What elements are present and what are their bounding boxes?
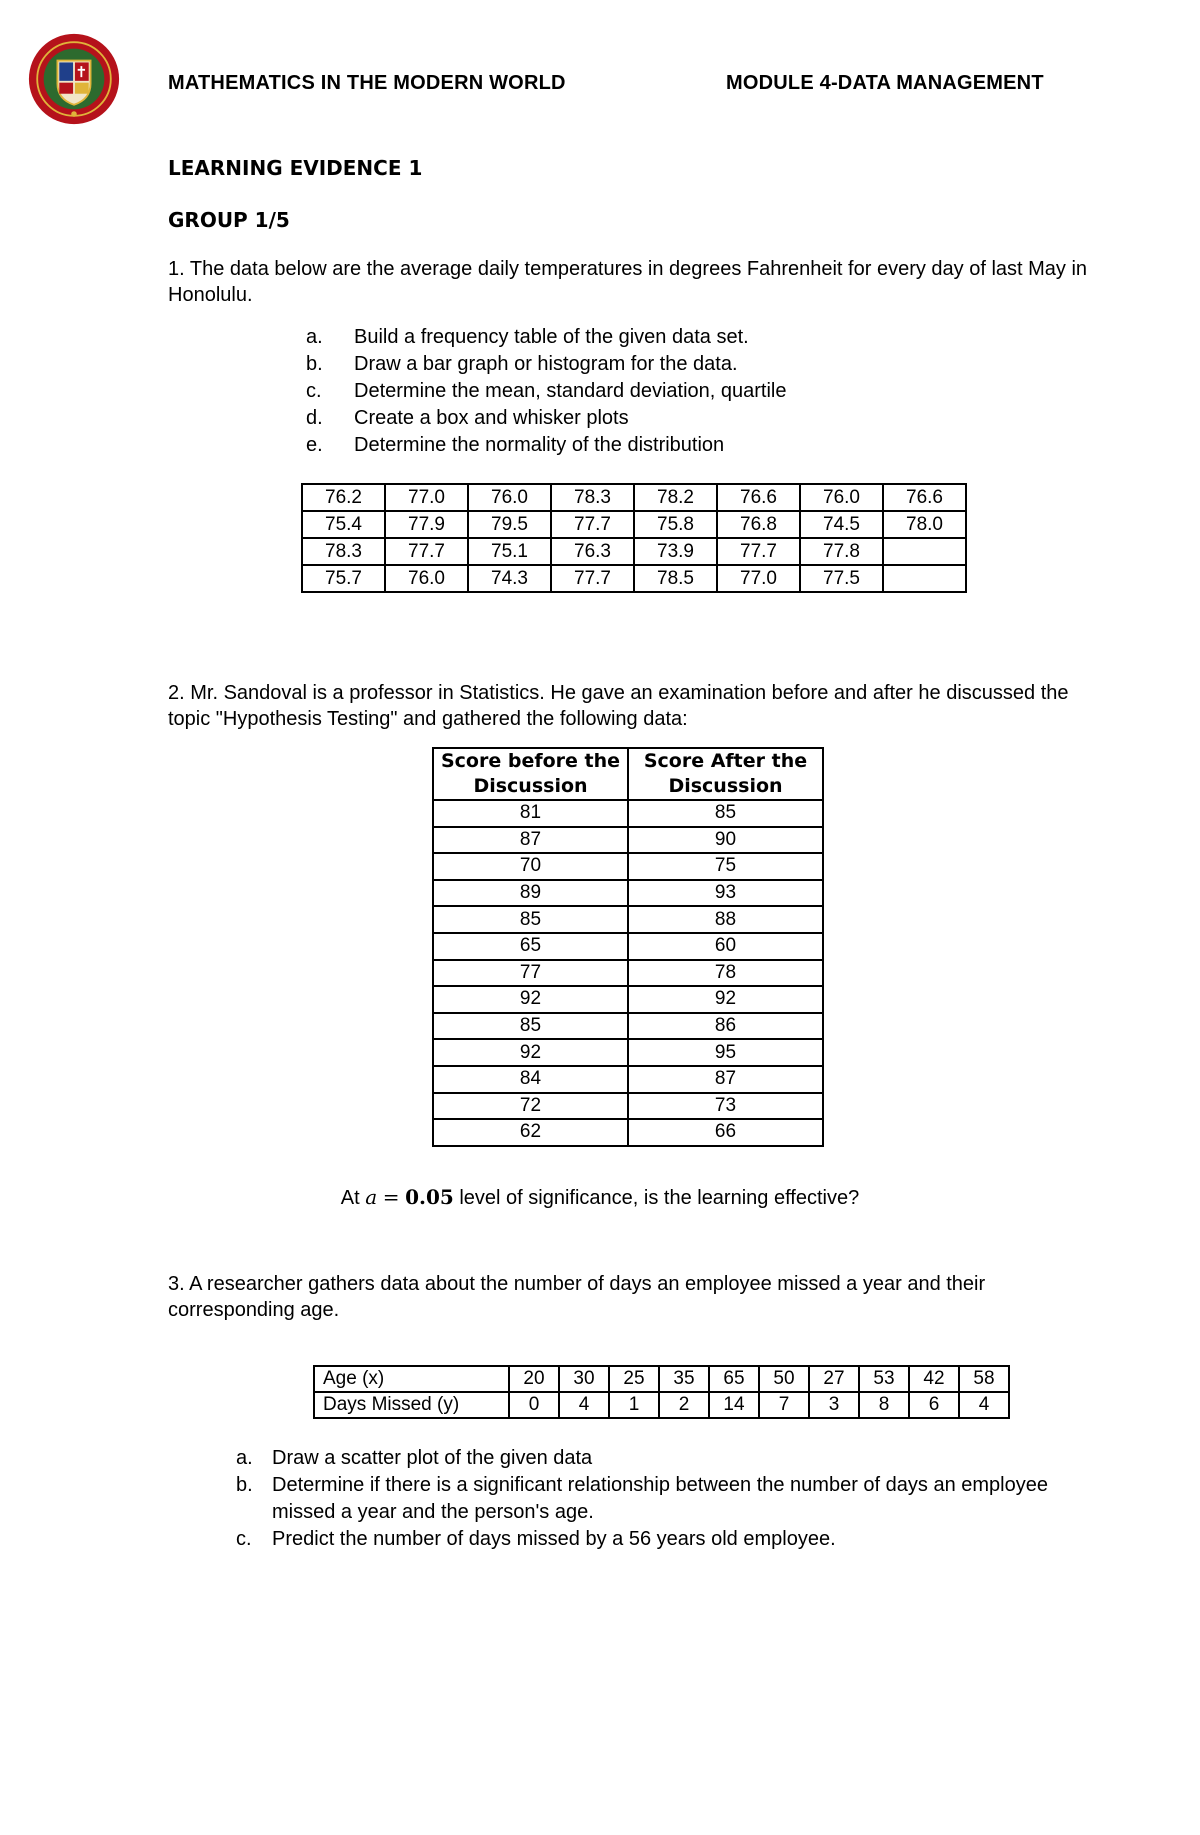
table-cell: 6: [909, 1392, 959, 1418]
table-cell: 75.4: [302, 511, 385, 538]
table-header-row: [433, 748, 823, 800]
table-row: [433, 906, 823, 933]
table-row: [433, 986, 823, 1013]
header-module-title: MODULE 4-DATA MANAGEMENT: [726, 72, 1044, 94]
table-cell: 77.7: [551, 511, 634, 538]
table-cell: 81: [433, 800, 628, 827]
table-row: [433, 853, 823, 880]
list-marker: b.: [306, 353, 323, 375]
list-item: [306, 405, 786, 432]
table-cell: 14: [709, 1392, 759, 1418]
table-cell: [883, 538, 966, 565]
list-marker: a.: [306, 326, 323, 348]
table-cell: 78.5: [634, 565, 717, 592]
table-row: [433, 1039, 823, 1066]
table-cell: 78.3: [302, 538, 385, 565]
table-cell: 76.8: [717, 511, 800, 538]
table-cell: 66: [628, 1119, 823, 1146]
column-header-before: Score before the Discussion: [433, 748, 628, 800]
table-cell: 75: [628, 853, 823, 880]
table-cell: 77.7: [385, 538, 468, 565]
table-cell: 73.9: [634, 538, 717, 565]
table-cell: 77.0: [717, 565, 800, 592]
age-days-table: [313, 1365, 1010, 1419]
question-1-task-list: [306, 324, 786, 459]
table-cell: 76.2: [302, 484, 385, 511]
table-cell: 77: [433, 960, 628, 987]
table-cell: 76.0: [468, 484, 551, 511]
list-item: [306, 324, 786, 351]
table-cell: 85: [433, 906, 628, 933]
table-cell: 92: [628, 986, 823, 1013]
table-cell: 70: [433, 853, 628, 880]
table-cell: 7: [759, 1392, 809, 1418]
list-item-text: Build a frequency table of the given data set.: [354, 326, 749, 348]
table-row: [433, 1093, 823, 1120]
question-3-task-list: [236, 1445, 1056, 1553]
table-cell: 78.3: [551, 484, 634, 511]
table-cell: 77.7: [717, 538, 800, 565]
list-item: [306, 351, 786, 378]
score-table: [432, 747, 824, 1147]
group-title: GROUP 1/5: [168, 208, 290, 232]
list-item-text: Predict the number of days missed by a 56 years old employee.: [272, 1528, 836, 1550]
table-cell: 30: [559, 1366, 609, 1392]
table-cell: 0: [509, 1392, 559, 1418]
table-row: [433, 800, 823, 827]
table-cell: 77.9: [385, 511, 468, 538]
table-cell: 87: [433, 827, 628, 854]
table-cell: 8: [859, 1392, 909, 1418]
table-row: [433, 1013, 823, 1040]
table-cell: 25: [609, 1366, 659, 1392]
list-marker: c.: [236, 1528, 252, 1550]
table-cell: 76.0: [385, 565, 468, 592]
table-cell: 78.2: [634, 484, 717, 511]
table-cell: 75.1: [468, 538, 551, 565]
row-label-days: Days Missed (y): [314, 1392, 509, 1418]
list-item-text: Draw a bar graph or histogram for the data.: [354, 353, 738, 375]
list-item: [306, 432, 786, 459]
table-cell: 77.5: [800, 565, 883, 592]
table-cell: 76.6: [717, 484, 800, 511]
question-2-text: 2. Mr. Sandoval is a professor in Statistics. He gave an examination before and after he discussed the topic "Hypothesis Testing" and gathered the following data:: [168, 682, 1069, 730]
table-cell: 20: [509, 1366, 559, 1392]
header-course-title: MATHEMATICS IN THE MODERN WORLD: [168, 72, 566, 94]
table-cell: 58: [959, 1366, 1009, 1392]
table-cell: 4: [959, 1392, 1009, 1418]
table-cell: 87: [628, 1066, 823, 1093]
table-cell: 92: [433, 1039, 628, 1066]
table-row: [302, 511, 966, 538]
table-cell: 4: [559, 1392, 609, 1418]
table-cell: 76.3: [551, 538, 634, 565]
table-cell: 85: [433, 1013, 628, 1040]
significance-question: [0, 1185, 1200, 1210]
column-header-after: Score After the Discussion: [628, 748, 823, 800]
table-cell: 84: [433, 1066, 628, 1093]
list-item-text: Determine if there is a significant relationship between the number of days an employee missed a year and the person's age.: [272, 1474, 1048, 1523]
table-cell: 62: [433, 1119, 628, 1146]
list-item-text: Determine the normality of the distribution: [354, 434, 725, 456]
list-item: [236, 1526, 1056, 1553]
table-cell: 1: [609, 1392, 659, 1418]
question-1-text: 1. The data below are the average daily temperatures in degrees Fahrenheit for every day of last May in Honolulu.: [168, 258, 1088, 306]
table-cell: 42: [909, 1366, 959, 1392]
equals-sign: =: [382, 1185, 400, 1209]
table-cell: 77.7: [551, 565, 634, 592]
table-cell: 79.5: [468, 511, 551, 538]
table-row: [433, 933, 823, 960]
university-seal-logo: [28, 33, 120, 125]
table-cell: 93: [628, 880, 823, 907]
table-cell: 90: [628, 827, 823, 854]
table-cell: 74.3: [468, 565, 551, 592]
table-cell: 2: [659, 1392, 709, 1418]
table-cell: 65: [709, 1366, 759, 1392]
list-item-text: Draw a scatter plot of the given data: [272, 1447, 593, 1469]
table-cell: 76.0: [800, 484, 883, 511]
alpha-symbol: a: [365, 1185, 378, 1209]
table-cell: 74.5: [800, 511, 883, 538]
learning-evidence-title: LEARNING EVIDENCE 1: [168, 156, 423, 180]
question-prefix: At: [340, 1187, 360, 1209]
list-marker: c.: [306, 380, 322, 402]
table-cell: 95: [628, 1039, 823, 1066]
list-marker: d.: [306, 407, 323, 429]
list-item: [306, 378, 786, 405]
list-item-text: Determine the mean, standard deviation, quartile: [354, 380, 787, 402]
table-cell: 72: [433, 1093, 628, 1120]
question-3-text: 3. A researcher gathers data about the number of days an employee missed a year and their corresponding age.: [168, 1273, 986, 1321]
list-marker: e.: [306, 434, 323, 456]
list-marker: a.: [236, 1447, 253, 1469]
table-cell: 75.7: [302, 565, 385, 592]
table-cell: [883, 565, 966, 592]
table-cell: 92: [433, 986, 628, 1013]
table-cell: 89: [433, 880, 628, 907]
table-row: [314, 1392, 1009, 1418]
table-row: [433, 1066, 823, 1093]
list-item: [236, 1445, 1056, 1472]
table-cell: 75.8: [634, 511, 717, 538]
list-item: [236, 1472, 1056, 1526]
table-cell: 65: [433, 933, 628, 960]
table-cell: 77.0: [385, 484, 468, 511]
list-item-text: Create a box and whisker plots: [354, 407, 629, 429]
table-row: [314, 1366, 1009, 1392]
table-cell: 35: [659, 1366, 709, 1392]
alpha-value: 0.05: [405, 1185, 454, 1209]
table-cell: 27: [809, 1366, 859, 1392]
table-cell: 85: [628, 800, 823, 827]
table-cell: 86: [628, 1013, 823, 1040]
table-cell: 60: [628, 933, 823, 960]
temperature-table: [301, 483, 967, 593]
question-suffix: level of significance, is the learning effective?: [459, 1187, 860, 1209]
table-row: [302, 484, 966, 511]
table-cell: 78.0: [883, 511, 966, 538]
table-row: [433, 880, 823, 907]
row-label-age: Age (x): [314, 1366, 509, 1392]
table-cell: 53: [859, 1366, 909, 1392]
table-cell: 77.8: [800, 538, 883, 565]
table-cell: 73: [628, 1093, 823, 1120]
table-cell: 50: [759, 1366, 809, 1392]
list-marker: b.: [236, 1474, 253, 1496]
table-cell: 3: [809, 1392, 859, 1418]
table-row: [433, 827, 823, 854]
table-cell: 88: [628, 906, 823, 933]
table-cell: 76.6: [883, 484, 966, 511]
table-row: [302, 538, 966, 565]
table-cell: 78: [628, 960, 823, 987]
table-row: [433, 1119, 823, 1146]
table-row: [302, 565, 966, 592]
table-row: [433, 960, 823, 987]
